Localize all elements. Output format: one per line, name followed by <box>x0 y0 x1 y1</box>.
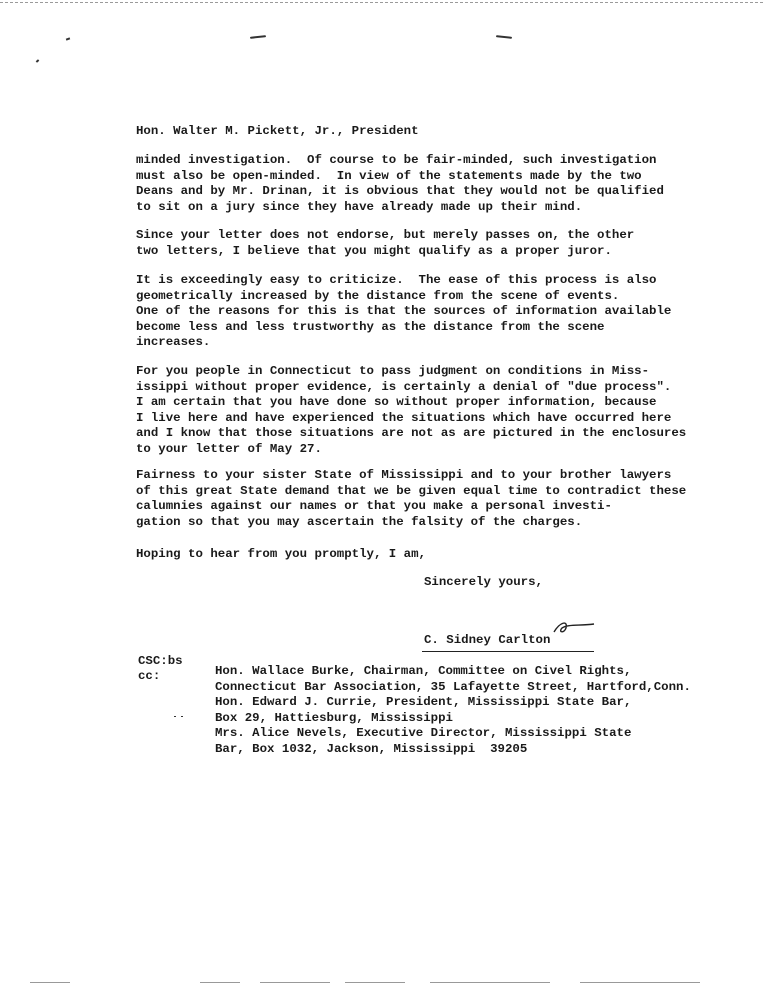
bottom-edge-mark <box>30 982 70 983</box>
paragraph-3 <box>136 273 671 351</box>
bottom-edge-mark <box>200 982 240 983</box>
text-line: minded investigation. Of course to be fair-minded, such investigation <box>136 153 657 167</box>
text-line: For you people in Connecticut to pass judgment on conditions in Miss- <box>136 364 650 378</box>
text-line: and I know that those situations are not as are pictured in the enclosures <box>136 426 687 441</box>
scan-mark <box>250 35 266 39</box>
signature-underline <box>422 651 594 652</box>
cc-line: Mrs. Alice Nevels, Executive Director, Mississippi State <box>215 726 632 741</box>
text-line: two letters, I believe that you might qualify as a proper juror. <box>136 243 612 258</box>
paragraph-1 <box>136 153 664 215</box>
text-line: become less and less trustworthy as the distance from the scene <box>136 319 605 334</box>
text-line: to your letter of May 27. <box>136 441 322 456</box>
signer-name: C. Sidney Carlton <box>424 633 551 647</box>
top-perforation <box>0 2 763 3</box>
text-line: Deans and by Mr. Drinan, it is obvious that they would not be qualified <box>136 184 664 199</box>
text-line: Since your letter does not endorse, but merely passes on, the other <box>136 228 635 242</box>
bottom-edge-mark <box>430 982 550 983</box>
text-line: Fairness to your sister State of Mississippi and to your brother lawyers <box>136 468 672 482</box>
text-line: issippi without proper evidence, is certainly a denial of "due process". <box>136 379 672 394</box>
text-line: calumnies against our names or that you make a personal investi- <box>136 499 612 514</box>
scan-mark <box>174 716 176 717</box>
signature-flourish <box>550 616 598 640</box>
text-line: increases. <box>136 335 211 350</box>
text-line: I am certain that you have done so without proper information, because <box>136 395 657 410</box>
paragraph-5 <box>136 468 686 530</box>
paragraph-4 <box>136 364 686 458</box>
scan-mark <box>36 59 40 62</box>
cc-recipients <box>215 664 691 758</box>
bottom-edge-mark <box>260 982 330 983</box>
cc-line: Bar, Box 1032, Jackson, Mississippi 39205 <box>215 741 528 756</box>
cc-line: Hon. Edward J. Currie, President, Mississippi State Bar, <box>215 695 632 710</box>
closing-salutation: Sincerely yours, <box>424 575 543 589</box>
scan-mark <box>496 35 512 39</box>
text-line: One of the reasons for this is that the sources of information available <box>136 304 672 319</box>
text-line: of this great State demand that we be given equal time to contradict these <box>136 483 687 498</box>
cc-line: Box 29, Hattiesburg, Mississippi <box>215 710 453 725</box>
addressee-line: Hon. Walter M. Pickett, Jr., President <box>136 124 419 138</box>
scan-mark <box>181 716 183 717</box>
text-line: Hoping to hear from you promptly, I am, <box>136 547 426 561</box>
text-line: gation so that you may ascertain the falsity of the charges. <box>136 514 583 529</box>
typist-initials: CSC:bs <box>138 654 183 668</box>
text-line: It is exceedingly easy to criticize. The ease of this process is also <box>136 273 657 287</box>
bottom-edge-mark <box>345 982 405 983</box>
paragraph-2 <box>136 228 634 259</box>
paragraph-6 <box>136 547 426 563</box>
text-line: I live here and have experienced the situations which have occurred here <box>136 410 672 425</box>
bottom-edge-mark <box>580 982 700 983</box>
cc-line: Hon. Wallace Burke, Chairman, Committee on Civel Rights, <box>215 664 632 678</box>
cc-line: Connecticut Bar Association, 35 Lafayette Street, Hartford,Conn. <box>215 679 691 694</box>
text-line: must also be open-minded. In view of the statements made by the two <box>136 168 642 183</box>
text-line: to sit on a jury since they have already made up their mind. <box>136 199 583 214</box>
text-line: geometrically increased by the distance from the scene of events. <box>136 288 620 303</box>
cc-label: cc: <box>138 669 161 683</box>
scan-mark <box>66 37 70 40</box>
